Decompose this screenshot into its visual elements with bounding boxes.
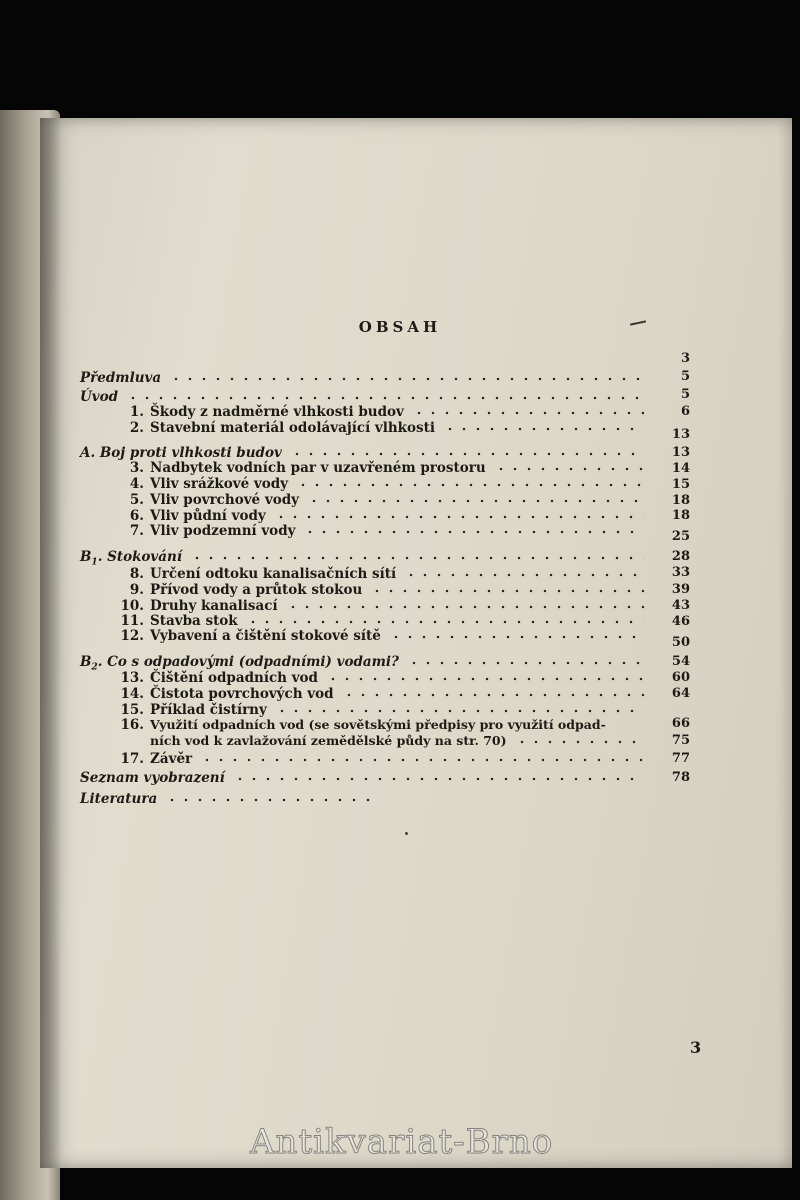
watermark: Antikvariat-Brno bbox=[250, 1122, 554, 1162]
leader-dots bbox=[190, 556, 644, 560]
toc-entry-label: Vybavení a čištění stokové sítě bbox=[150, 628, 381, 644]
toc-entry bbox=[80, 791, 380, 809]
toc-entry-label: Závěr bbox=[150, 751, 193, 767]
toc-entry-number: 8. bbox=[129, 566, 144, 582]
toc-page-number: 54 bbox=[671, 654, 690, 669]
toc-entry-label: Literatura bbox=[80, 791, 158, 807]
leader-dots bbox=[165, 798, 374, 802]
page-title: OBSAH bbox=[358, 318, 442, 336]
toc-page-number: 6 bbox=[680, 404, 690, 419]
toc-page-number: 66 bbox=[671, 716, 690, 731]
toc-page-number: 15 bbox=[671, 477, 690, 492]
toc-page-number: 13 bbox=[671, 427, 690, 442]
toc-entry-label: Určení odtoku kanalisačních sítí bbox=[150, 566, 397, 582]
leader-dots bbox=[370, 589, 644, 593]
toc-entry-number: 7. bbox=[129, 523, 144, 539]
leader-dots bbox=[515, 740, 644, 744]
toc-entry-label: Čištění odpadních vod bbox=[150, 670, 318, 686]
toc-page-number: 46 bbox=[671, 614, 690, 629]
toc-entry bbox=[80, 549, 650, 567]
leader-dots bbox=[286, 605, 644, 609]
toc-entry-label: Přívod vody a průtok stokou bbox=[150, 582, 363, 598]
leader-dots bbox=[200, 758, 644, 762]
leader-dots bbox=[342, 693, 644, 697]
paper-speck bbox=[405, 832, 408, 835]
leader-dots bbox=[275, 709, 644, 713]
toc-entry-label: $B_1$. Stokování bbox=[80, 549, 182, 568]
toc-entry-number: 13. bbox=[120, 670, 144, 686]
toc-page-number: 18 bbox=[671, 493, 690, 508]
toc-entry-number: 2. bbox=[129, 420, 144, 436]
toc-entry-label: Nadbytek vodních par v uzavřeném prostoru bbox=[150, 460, 486, 476]
toc-page-number: 13 bbox=[671, 445, 690, 460]
toc-entry-label: Vliv podzemní vody bbox=[150, 523, 296, 539]
toc-entry-label: Druhy kanalisací bbox=[150, 598, 278, 614]
toc-page-number: 5 bbox=[680, 369, 690, 384]
toc-entry-label: Škody z nadměrné vlhkosti budov bbox=[150, 404, 404, 420]
toc-page-number: 78 bbox=[671, 770, 690, 785]
leader-dots bbox=[407, 661, 644, 665]
leader-dots bbox=[290, 452, 644, 456]
toc-entry-label: Čistota povrchových vod bbox=[150, 686, 334, 702]
toc-entry-number: 9. bbox=[129, 582, 144, 598]
leader-dots bbox=[412, 411, 644, 415]
toc-page-number: 75 bbox=[671, 733, 690, 748]
toc-entry-label: Předmluva bbox=[80, 370, 162, 386]
toc-page-number: 18 bbox=[671, 508, 690, 523]
toc-page-number: 33 bbox=[671, 565, 690, 580]
leader-dots bbox=[389, 635, 644, 639]
page-footer-number: 3 bbox=[690, 1038, 702, 1057]
toc-entry-label: ních vod k zavlažování zemědělské půdy na str. 70) bbox=[150, 733, 507, 748]
leader-dots bbox=[326, 677, 644, 681]
toc-entry-number: 15. bbox=[120, 702, 144, 718]
toc-page-number: 77 bbox=[671, 751, 690, 766]
toc-entry-continuation bbox=[150, 733, 650, 751]
toc-page-number: 5 bbox=[680, 387, 690, 402]
toc-entry-number: 6. bbox=[129, 508, 144, 524]
toc-entry-number: 16. bbox=[120, 717, 144, 733]
toc-entry-number: 5. bbox=[129, 492, 144, 508]
toc-page-number: 39 bbox=[671, 582, 690, 597]
toc-entry-label: Vliv povrchové vody bbox=[150, 492, 299, 508]
toc-page-number: 43 bbox=[671, 598, 690, 613]
toc-entry-number: 11. bbox=[120, 613, 144, 629]
leader-dots bbox=[169, 377, 644, 381]
toc-page-number: 64 bbox=[671, 686, 690, 701]
toc-entry-label: $B_2$. Co s odpadovými (odpadními) vodami? bbox=[80, 654, 399, 673]
toc-entry-number: 12. bbox=[120, 628, 144, 644]
leader-dots bbox=[404, 573, 644, 577]
toc-entry bbox=[120, 420, 650, 438]
toc-entry-label: Vliv srážkové vody bbox=[150, 476, 289, 492]
toc-entry bbox=[80, 770, 650, 788]
toc-entry bbox=[80, 370, 650, 388]
toc-entry-label: Využití odpadních vod (se sovětskými předpisy pro využití odpad- bbox=[150, 717, 606, 732]
toc-entry-label: Seznam vyobrazení bbox=[80, 770, 225, 786]
toc-page-number: 60 bbox=[671, 670, 690, 685]
toc-entry bbox=[120, 523, 650, 541]
leader-dots bbox=[494, 467, 644, 471]
toc-entry-label: Stavební materiál odolávající vlhkosti bbox=[150, 420, 436, 436]
leader-dots bbox=[246, 620, 644, 624]
toc-page-number: 3 bbox=[680, 351, 690, 366]
leader-dots bbox=[274, 515, 644, 519]
leader-dots bbox=[126, 396, 644, 400]
leader-dots bbox=[233, 777, 644, 781]
toc-entry-number: 10. bbox=[120, 598, 144, 614]
toc-entry bbox=[120, 628, 650, 646]
leader-dots bbox=[443, 427, 644, 431]
toc-entry-label: Úvod bbox=[80, 389, 119, 405]
toc-entry-number: 1. bbox=[129, 404, 144, 420]
leader-dots bbox=[303, 530, 644, 534]
toc-entry-label: Vliv půdní vody bbox=[150, 508, 266, 524]
toc-entry-label: Příklad čistírny bbox=[150, 702, 267, 718]
toc-entry-number: 4. bbox=[129, 476, 144, 492]
toc-entry-number: 14. bbox=[120, 686, 144, 702]
toc-entry-label: A. Boj proti vlhkosti budov bbox=[80, 445, 282, 461]
toc-entry-label: Stavba stok bbox=[150, 613, 238, 629]
toc-page-number: 28 bbox=[671, 549, 690, 564]
toc-page-number: 25 bbox=[671, 529, 690, 544]
toc-page-number: 14 bbox=[671, 461, 690, 476]
toc-entry bbox=[120, 751, 650, 769]
toc-entry-number: 17. bbox=[120, 751, 144, 767]
leader-dots bbox=[296, 483, 644, 487]
toc-entry-number: 3. bbox=[129, 460, 144, 476]
toc-page-number: 50 bbox=[671, 635, 690, 650]
leader-dots bbox=[307, 499, 644, 503]
